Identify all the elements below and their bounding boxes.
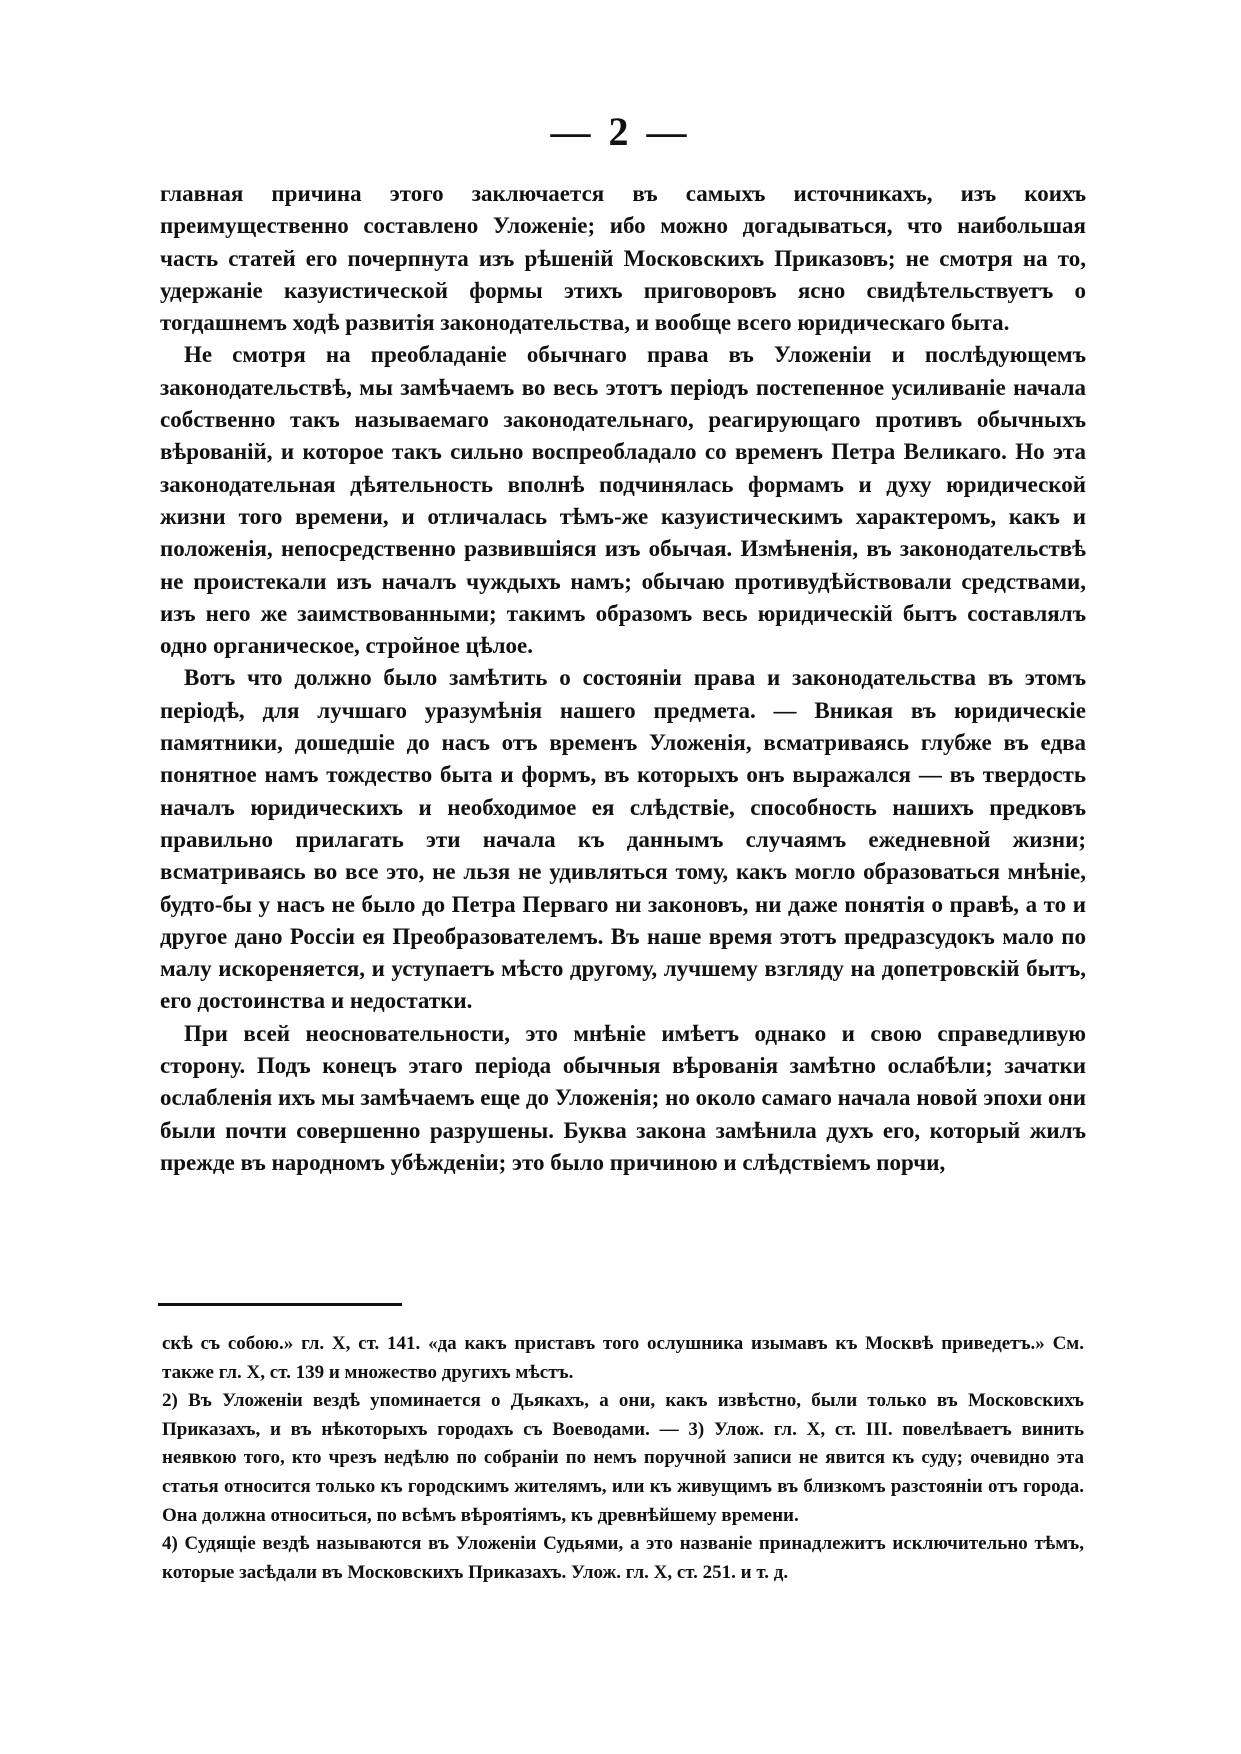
main-text [160, 178, 1086, 1179]
footnote: 4) Судящіе вездѣ называются въ Уложеніи Судьями, а это названіе принадлежитъ исключительно тѣмъ, которые засѣдали въ Московскихъ Приказахъ. Улож. гл. X, ст. 251. и т. д. [162, 1533, 1084, 1583]
page-number: — 2 — [550, 109, 691, 154]
footnote: скѣ съ собою.» гл. X, ст. 141. «да какъ приставъ того ослушника изымавъ къ Москвѣ приведетъ.» См. также гл. X, ст. 139 и множество другихъ мѣстъ. [162, 1333, 1084, 1383]
paragraph: При всей неосновательности, это мнѣніе имѣетъ однако и свою справедливую сторону. Подъ конецъ этаго періода обычныя вѣрованія замѣтно ослабѣли; зачатки ослабленія ихъ мы замѣчаемъ еще до Уложенія; но около самаго начала новой эпохи они были почти совершенно разрушены. Буква закона замѣнила духъ его, который жилъ прежде въ народномъ убѣжденіи; это было причиною и слѣдствіемъ порчи, [160, 1020, 1086, 1175]
paragraph: главная причина этого заключается въ самыхъ источникахъ, изъ коихъ преимущественно составлено Уложеніе; ибо можно догадываться, что наибольшая часть статей его почерпнута изъ рѣшеній Московскихъ Приказовъ; не смотря на то, удержаніе казуистической формы этихъ приговоровъ ясно свидѣтельствуетъ о тогдашнемъ ходѣ развитія законодательства, и вообще всего юридическаго быта. [160, 181, 1086, 336]
paragraph: Не смотря на преобладаніе обычнаго права въ Уложеніи и послѣдующемъ законодательствѣ, мы замѣчаемъ во весь этотъ періодъ постепенное усиливаніе начала собственно такъ называемаго законодательнаго, реагирующаго противъ обычныхъ вѣрованій, и которое такъ сильно воспреобладало со временъ Петра Великаго. Но эта законодательная дѣятельность вполнѣ подчинялась формамъ и духу юридической жизни того времени, и отличалась тѣмъ-же казуистическимъ характеромъ, какъ и положенія, непосредственно развившіяся изъ обычая. Измѣненія, въ законодательствѣ не проистекали изъ началъ чуждыхъ намъ; обычаю противудѣйствовали средствами, изъ него же заимствованными; такимъ образомъ весь юридическій бытъ составлялъ одно органическое, стройное цѣлое. [160, 342, 1086, 659]
footnote: 2) Въ Уложеніи вездѣ упоминается о Дьякахъ, а они, какъ извѣстно, были только въ Московскихъ Приказахъ, и въ нѣкоторыхъ городахъ съ Воеводами. — 3) Улож. гл. X, ст. III. повелѣваетъ винить неявкою того, кто чрезъ недѣлю по собраніи по немъ поручной записи не явится къ суду; очевидно эта статья относится только къ городскимъ жителямъ, или къ живущимъ въ близкомъ разстояніи отъ города. Она должна относиться, по всѣмъ вѣроятіямъ, къ древнѣйшему времени. [162, 1390, 1084, 1526]
footnote-divider [158, 1303, 402, 1306]
footnotes [162, 1330, 1084, 1587]
paragraph: Вотъ что должно было замѣтить о состояніи права и законодательства въ этомъ періодѣ, для лучшаго уразумѣнія нашего предмета. — Вникая въ юридическіе памятники, дошедшіе до насъ отъ временъ Уложенія, всматриваясь глубже въ едва понятное намъ тождество быта и формъ, въ которыхъ онъ выражался — въ твердость началъ юридическихъ и необходимое ея слѣдствіе, способность нашихъ предковъ правильно прилагать эти начала къ даннымъ случаямъ ежедневной жизни; всматриваясь во все это, не льзя не удивляться тому, какъ могло образоваться мнѣніе, будто-бы у насъ не было до Петра Перваго ни законовъ, ни даже понятія о правѣ, а то и другое дано Россіи ея Преобразователемъ. Въ наше время этотъ предразсудокъ мало по малу искореняется, и уступаетъ мѣсто другому, лучшему взгляду на допетровскій бытъ, его достоинства и недостатки. [160, 665, 1086, 1014]
